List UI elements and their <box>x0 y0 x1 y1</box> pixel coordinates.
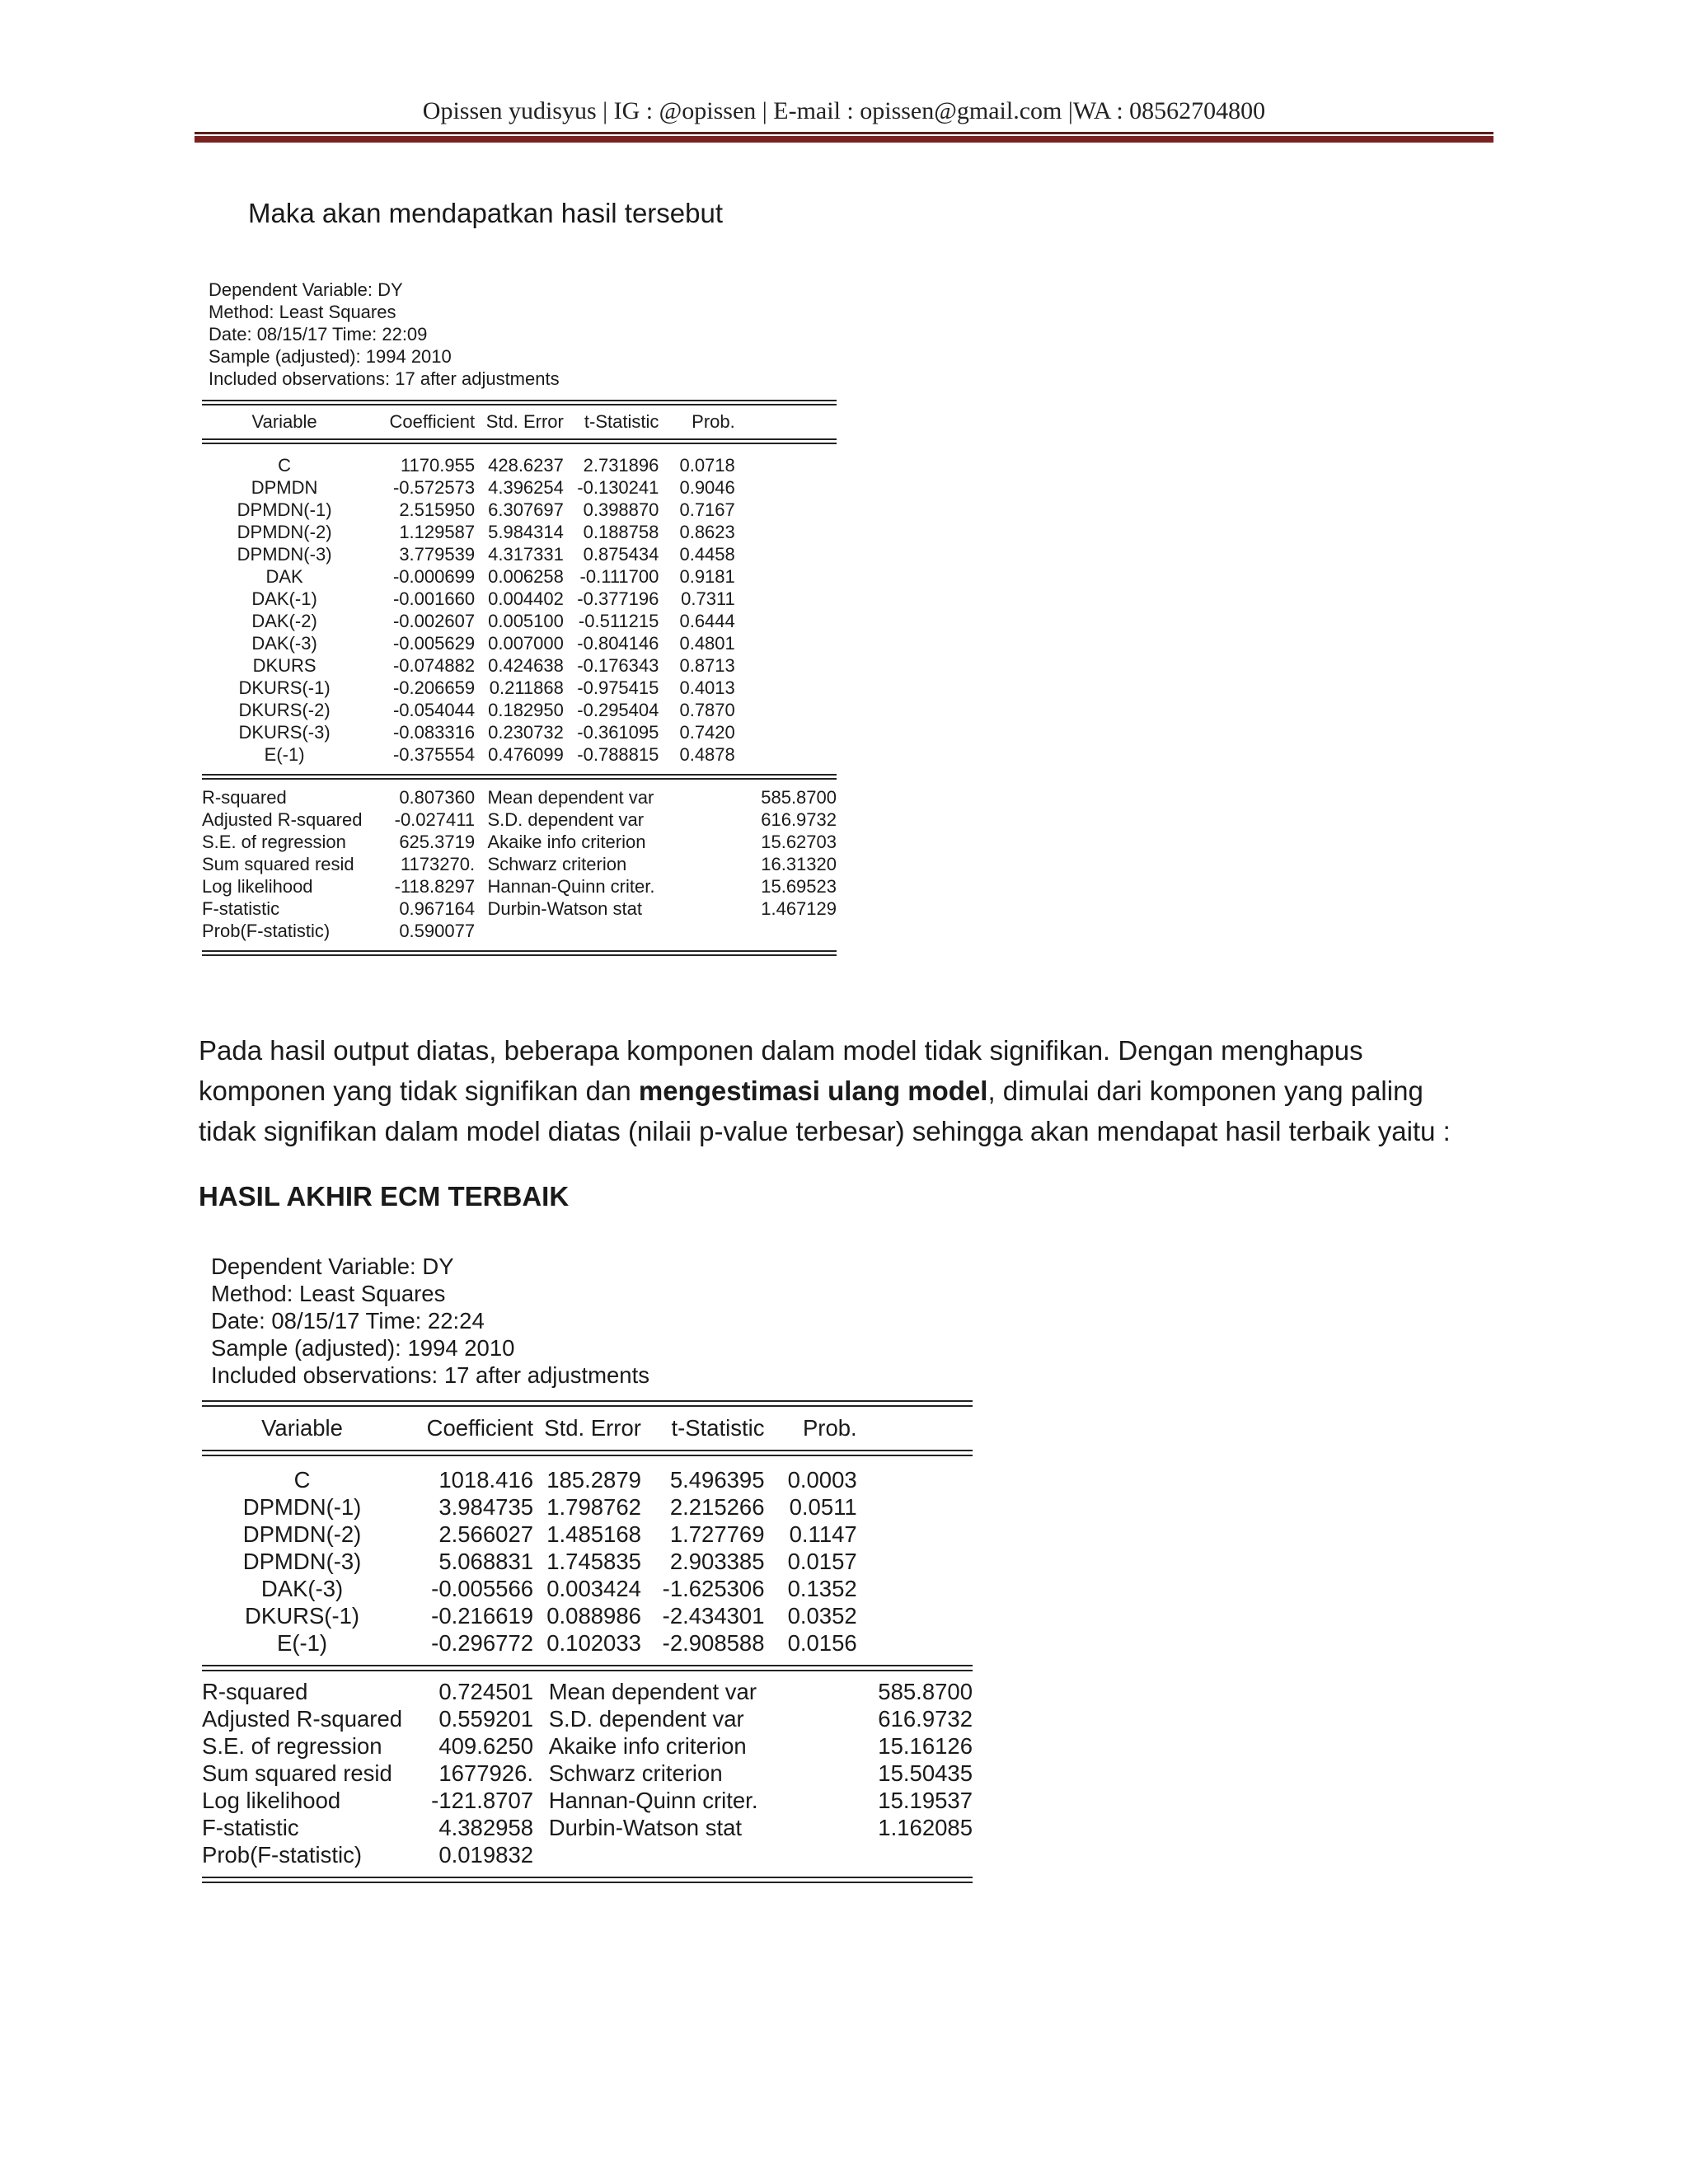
coef-value: 0.9046 <box>679 476 735 498</box>
stat-label: S.D. dependent var <box>548 1705 744 1732</box>
paragraph-text: , dimulai dari komponen yang paling tidak signifikan dalam model diatas (nilaii p-value terbesar) sehingga akan mendapat hasil terbaik yaitu : <box>199 1076 1451 1146</box>
variable-name: DKURS(-3) <box>238 721 331 743</box>
coef-value: 0.4458 <box>679 543 735 565</box>
coef-value: -0.572573 <box>392 476 476 498</box>
coef-value: 0.0718 <box>679 454 735 476</box>
stats-table <box>202 786 837 942</box>
coef-value: 3.779539 <box>399 543 476 565</box>
meta-line: Included observations: 17 after adjustments <box>211 1362 649 1388</box>
coef-value: 185.2879 <box>546 1466 641 1493</box>
coef-row <box>202 1548 973 1575</box>
coef-value: 0.4878 <box>679 743 735 765</box>
coef-row <box>202 632 837 654</box>
stat-label: F-statistic <box>202 898 280 919</box>
meta-line: Date: 08/15/17 Time: 22:09 <box>209 324 428 344</box>
coef-row <box>202 1629 973 1657</box>
coef-value: -0.296772 <box>431 1629 534 1656</box>
coef-row <box>202 521 837 543</box>
stat-value: -118.8297 <box>394 875 476 897</box>
variable-name: C <box>293 1466 311 1493</box>
double-rule <box>202 400 837 405</box>
coef-value: -0.005629 <box>392 632 476 654</box>
coef-value: 2.215266 <box>669 1493 765 1520</box>
output-meta <box>202 279 837 390</box>
stat-value: 0.590077 <box>399 920 476 941</box>
coef-value: -0.176343 <box>577 654 659 676</box>
col-header: t-Statistic <box>584 411 659 432</box>
stat-row <box>202 786 837 808</box>
stat-label: Mean dependent var <box>548 1678 757 1704</box>
meta-line: Sample (adjusted): 1994 2010 <box>209 346 452 367</box>
coef-value: 0.230732 <box>488 721 564 743</box>
stats-table <box>202 1678 973 1868</box>
coef-row <box>202 743 837 766</box>
variable-name: DAK(-1) <box>251 588 317 609</box>
col-header: Prob. <box>802 1415 857 1441</box>
variable-name: E(-1) <box>276 1629 328 1656</box>
coef-value: -0.511215 <box>578 610 659 631</box>
stat-label: F-statistic <box>202 1814 299 1840</box>
coef-value: 6.307697 <box>488 499 564 520</box>
regression-output-initial <box>202 279 837 956</box>
variable-name: DPMDN(-3) <box>242 1548 362 1574</box>
stat-row <box>202 920 837 942</box>
coef-value: -0.295404 <box>577 699 659 720</box>
double-rule <box>202 1450 973 1456</box>
stat-label: Mean dependent var <box>487 786 654 808</box>
coef-value: 0.006258 <box>488 565 564 587</box>
variable-name: DKURS(-1) <box>245 1602 360 1629</box>
col-header: Variable <box>261 1415 343 1441</box>
stat-row <box>202 1841 973 1868</box>
coef-value: 428.6237 <box>488 454 564 476</box>
stat-label: Akaike info criterion <box>548 1732 747 1759</box>
variable-name: DAK(-3) <box>251 632 317 654</box>
stat-label: S.D. dependent var <box>487 808 645 830</box>
coef-value: 0.102033 <box>546 1629 641 1656</box>
stat-label: Akaike info criterion <box>487 831 646 852</box>
col-header: Std. Error <box>485 411 564 432</box>
stat-label: Hannan-Quinn criter. <box>487 875 655 897</box>
stat-value: 0.019832 <box>438 1841 534 1868</box>
coef-value: 0.188758 <box>583 521 659 542</box>
coef-value: 0.0003 <box>787 1466 857 1493</box>
stat-row <box>202 875 837 898</box>
variable-name: DPMDN(-2) <box>242 1521 362 1547</box>
coef-row <box>202 610 837 632</box>
variable-name: E(-1) <box>264 743 305 765</box>
coef-value: -0.361095 <box>577 721 659 743</box>
stat-value: 4.382958 <box>438 1814 534 1840</box>
meta-line: Sample (adjusted): 1994 2010 <box>211 1335 515 1361</box>
coef-value: 1.727769 <box>669 1521 765 1547</box>
stat-value: 585.8700 <box>761 786 837 808</box>
coef-value: 0.424638 <box>488 654 564 676</box>
variable-name: DAK(-3) <box>260 1575 344 1601</box>
meta-line: Method: Least Squares <box>209 302 396 322</box>
variable-name: DKURS <box>252 654 316 676</box>
stat-label: Schwarz criterion <box>487 853 627 874</box>
coef-row <box>202 699 837 721</box>
coef-value: -0.377196 <box>577 588 659 609</box>
stat-row <box>202 1705 973 1732</box>
output-meta <box>202 1253 973 1389</box>
col-header: Variable <box>251 411 317 432</box>
coef-value: 0.005100 <box>488 610 564 631</box>
stat-label <box>549 1841 781 1868</box>
stat-label: Log likelihood <box>202 875 313 897</box>
stat-value: 625.3719 <box>399 831 476 852</box>
coef-value: 0.007000 <box>488 632 564 654</box>
double-rule <box>202 438 837 444</box>
coef-row <box>202 721 837 743</box>
coef-value: 1018.416 <box>438 1466 534 1493</box>
header-rule-thin <box>195 132 1493 134</box>
coef-header <box>202 405 837 438</box>
stat-row <box>202 808 837 831</box>
coef-header <box>202 1407 973 1450</box>
stat-value: 0.807360 <box>399 786 476 808</box>
coef-value: 0.398870 <box>583 499 659 520</box>
stat-row <box>202 831 837 853</box>
stat-value <box>678 920 837 942</box>
stat-row <box>202 853 837 875</box>
coef-value: 0.004402 <box>488 588 564 609</box>
stat-value: 15.62703 <box>761 831 837 852</box>
coef-value: 0.4801 <box>679 632 735 654</box>
variable-name: DPMDN(-2) <box>237 521 332 542</box>
col-header: Std. Error <box>544 1415 641 1441</box>
coef-row <box>202 499 837 521</box>
double-rule <box>202 1877 973 1883</box>
stat-label: S.E. of regression <box>202 1732 382 1759</box>
stat-label: Durbin-Watson stat <box>548 1814 743 1840</box>
coef-value: 1.798762 <box>546 1493 641 1520</box>
coef-value: -0.000699 <box>392 565 476 587</box>
coef-value: 0.7420 <box>679 721 735 743</box>
coef-value: 2.731896 <box>583 454 659 476</box>
coef-value: 1.485168 <box>546 1521 641 1547</box>
stat-value: 1677926. <box>438 1760 534 1786</box>
stat-label: R-squared <box>202 1678 308 1704</box>
coef-value: -1.625306 <box>662 1575 765 1601</box>
stat-row <box>202 1787 973 1814</box>
coef-value: 0.7311 <box>681 588 735 609</box>
coef-value: 0.476099 <box>488 743 564 765</box>
col-header: Prob. <box>692 411 735 432</box>
meta-line: Method: Least Squares <box>211 1281 446 1306</box>
page-header: Opissen yudisyus | IG : @opissen | E-mail : opissen@gmail.com |WA : 08562704800 <box>422 97 1266 124</box>
coef-row <box>202 1602 973 1629</box>
double-rule <box>202 950 837 956</box>
coef-value: -0.005566 <box>431 1575 534 1601</box>
stat-row <box>202 1732 973 1760</box>
stat-label: Durbin-Watson stat <box>487 898 642 919</box>
paragraph-text: Pada hasil output diatas, beberapa komponen dalam model tidak signifikan. Dengan menghapus komponen yang tidak signifikan dan <box>199 1035 1363 1106</box>
stat-value: 585.8700 <box>878 1678 973 1704</box>
coef-value: 0.0157 <box>787 1548 857 1574</box>
variable-name: DPMDN(-3) <box>237 543 332 565</box>
double-rule <box>202 1665 973 1671</box>
stat-label: Prob(F-statistic) <box>202 1841 363 1868</box>
coef-row <box>202 543 837 565</box>
variable-name: DAK(-2) <box>251 610 317 631</box>
coef-value: -0.975415 <box>577 677 659 698</box>
coef-value: 0.211868 <box>489 677 564 698</box>
stat-value: 15.16126 <box>878 1732 973 1759</box>
coef-value: 1170.955 <box>400 454 476 476</box>
stat-label <box>487 920 678 942</box>
coef-value: -2.434301 <box>662 1602 765 1629</box>
stat-label: Log likelihood <box>202 1787 341 1813</box>
coef-value: -0.206659 <box>392 677 476 698</box>
coef-value: 3.984735 <box>438 1493 534 1520</box>
double-rule <box>202 1400 973 1407</box>
coef-row <box>202 1575 973 1602</box>
variable-name: DPMDN(-1) <box>242 1493 362 1520</box>
coef-table <box>202 1466 973 1657</box>
stat-value: 409.6250 <box>438 1732 534 1759</box>
variable-name: DPMDN <box>251 476 318 498</box>
coef-row <box>202 1521 973 1548</box>
meta-line: Included observations: 17 after adjustments <box>209 368 560 389</box>
stat-label: Hannan-Quinn criter. <box>548 1787 758 1813</box>
stat-value: 1.162085 <box>878 1814 973 1840</box>
double-rule <box>202 774 837 780</box>
coef-value: 0.003424 <box>546 1575 641 1601</box>
stat-label: Schwarz criterion <box>548 1760 723 1786</box>
coef-value: 4.317331 <box>488 543 564 565</box>
coef-value: 2.515950 <box>399 499 476 520</box>
stat-value: -121.8707 <box>431 1787 534 1813</box>
coef-value: -0.216619 <box>431 1602 534 1629</box>
stat-label: S.E. of regression <box>202 831 346 852</box>
coef-value: -0.804146 <box>577 632 659 654</box>
coef-value: 0.182950 <box>488 699 564 720</box>
stat-value: 1173270. <box>400 853 476 874</box>
stat-label: Prob(F-statistic) <box>202 920 331 941</box>
coef-value: 5.068831 <box>438 1548 534 1574</box>
coef-value: 1.745835 <box>546 1548 641 1574</box>
coef-value: -0.074882 <box>392 654 476 676</box>
coef-value: 0.7167 <box>679 499 735 520</box>
variable-name: C <box>278 454 292 476</box>
stat-label: Adjusted R-squared <box>202 1705 403 1732</box>
section-heading: HASIL AKHIR ECM TERBAIK <box>199 1181 570 1212</box>
coef-value: 0.4013 <box>679 677 735 698</box>
coef-value: 0.8623 <box>679 521 735 542</box>
coef-row <box>202 588 837 610</box>
coef-value: 0.0352 <box>787 1602 857 1629</box>
coef-row <box>202 454 837 476</box>
col-header: Coefficient <box>389 411 476 432</box>
stat-value: 15.69523 <box>761 875 837 897</box>
variable-name: DPMDN(-1) <box>237 499 332 520</box>
intro-text: Maka akan mendapatkan hasil tersebut <box>248 198 724 228</box>
coef-value: -0.001660 <box>392 588 476 609</box>
stat-value: -0.027411 <box>394 808 476 830</box>
coef-value: 5.984314 <box>488 521 564 542</box>
coef-value: 0.8713 <box>679 654 735 676</box>
coef-value: 0.7870 <box>679 699 735 720</box>
variable-name: DKURS(-2) <box>238 699 331 720</box>
variable-name: DKURS(-1) <box>238 677 331 698</box>
coef-value: 0.6444 <box>679 610 735 631</box>
coef-value: -0.788815 <box>577 743 659 765</box>
regression-output-final <box>202 1253 973 1883</box>
coef-row <box>202 565 837 588</box>
coef-value: 2.566027 <box>438 1521 534 1547</box>
coef-value: 5.496395 <box>669 1466 765 1493</box>
meta-line: Dependent Variable: DY <box>209 279 403 300</box>
coef-row <box>202 1466 973 1493</box>
header-rule-thick <box>195 136 1493 143</box>
coef-value: 0.0156 <box>787 1629 857 1656</box>
stat-value: 1.467129 <box>761 898 837 919</box>
col-header: t-Statistic <box>671 1415 765 1441</box>
coef-value: -2.908588 <box>662 1629 765 1656</box>
stat-value: 0.967164 <box>399 898 476 919</box>
coef-value: -0.375554 <box>392 743 476 765</box>
stat-row <box>202 1760 973 1787</box>
stat-value: 15.19537 <box>878 1787 973 1813</box>
meta-line: Date: 08/15/17 Time: 22:24 <box>211 1308 485 1333</box>
stat-label: Sum squared resid <box>202 1760 392 1786</box>
paragraph-bold: mengestimasi ulang model <box>638 1076 988 1106</box>
coef-value: 0.875434 <box>583 543 659 565</box>
coef-value: 0.0511 <box>789 1493 857 1520</box>
coef-value: 1.129587 <box>399 521 476 542</box>
coef-row <box>202 654 837 677</box>
coef-value: -0.002607 <box>392 610 476 631</box>
coef-table <box>202 454 837 766</box>
stat-value <box>780 1841 973 1868</box>
stat-value: 616.9732 <box>878 1705 973 1732</box>
stat-value: 616.9732 <box>761 808 837 830</box>
stat-label: Sum squared resid <box>202 853 354 874</box>
coef-value: -0.130241 <box>577 476 659 498</box>
stat-row <box>202 1678 973 1705</box>
variable-name: DAK <box>265 565 303 587</box>
meta-line: Dependent Variable: DY <box>211 1254 454 1279</box>
coef-row <box>202 1493 973 1521</box>
coef-value: -0.083316 <box>392 721 476 743</box>
stat-label: Adjusted R-squared <box>202 808 363 830</box>
coef-value: 0.1352 <box>787 1575 857 1601</box>
col-header: Coefficient <box>426 1415 534 1441</box>
coef-value: 4.396254 <box>488 476 564 498</box>
coef-value: 0.1147 <box>789 1521 857 1547</box>
coef-row <box>202 677 837 699</box>
coef-row <box>202 476 837 499</box>
stat-value: 15.50435 <box>878 1760 973 1786</box>
stat-value: 16.31320 <box>761 853 837 874</box>
stat-label: R-squared <box>202 786 287 808</box>
body-paragraph <box>199 1030 1484 1151</box>
coef-value: 0.088986 <box>546 1602 641 1629</box>
stat-row <box>202 898 837 920</box>
stat-value: 0.724501 <box>438 1678 534 1704</box>
coef-value: -0.111700 <box>579 565 659 587</box>
stat-row <box>202 1814 973 1841</box>
stat-value: 0.559201 <box>438 1705 534 1732</box>
coef-value: -0.054044 <box>392 699 476 720</box>
coef-value: 2.903385 <box>669 1548 765 1574</box>
coef-value: 0.9181 <box>679 565 735 587</box>
